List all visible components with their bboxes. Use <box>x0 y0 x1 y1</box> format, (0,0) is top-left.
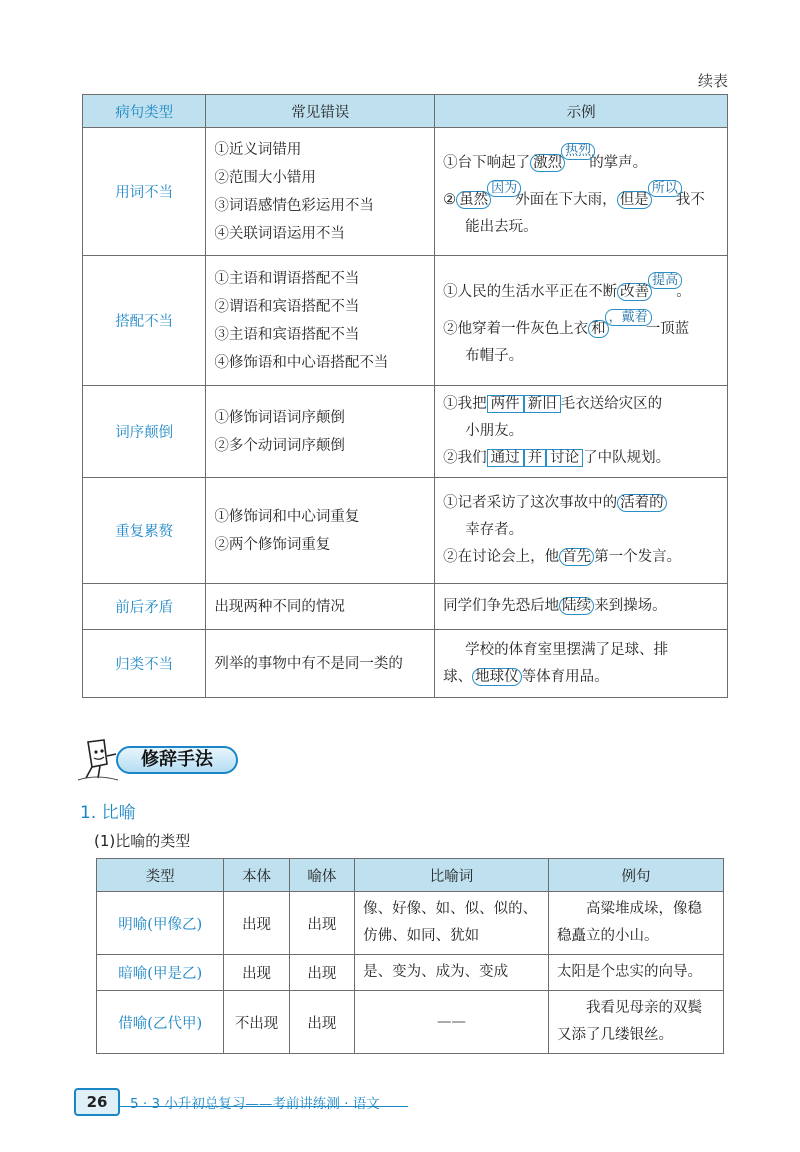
header-type: 类型 <box>97 859 224 892</box>
correction-word: 热烈 <box>561 143 595 160</box>
list-item: ④修饰语和中心语搭配不当 <box>214 354 389 371</box>
section-title: 修辞手法 <box>116 746 238 774</box>
example-text: 小朋友。 <box>465 423 524 439</box>
marked-word: 激烈 <box>530 154 565 172</box>
deleted-word: 陆续 <box>559 597 594 615</box>
example-text: 我不 <box>675 192 705 208</box>
vehicle-cell: 出现 <box>289 955 354 991</box>
boxed-word: 两件 <box>487 395 524 413</box>
tenor-cell: 出现 <box>224 892 289 955</box>
error-list <box>206 128 435 256</box>
simile-type: 明喻(甲像乙) <box>97 892 224 955</box>
header-vehicle: 喻体 <box>289 859 354 892</box>
table-row <box>83 630 728 698</box>
correction-word: 因为 <box>487 180 521 197</box>
list-item: ②谓语和宾语搭配不当 <box>214 298 360 315</box>
error-type: 前后矛盾 <box>83 584 206 630</box>
example-text: 球、 <box>443 668 473 685</box>
example-text: 了中队规划。 <box>583 450 671 466</box>
example-text: 的掌声。 <box>589 155 648 171</box>
example-cell <box>435 256 728 386</box>
example-text: 等体育用品。 <box>521 668 609 685</box>
example-text: 第一个发言。 <box>594 549 682 565</box>
header-tenor: 本体 <box>224 859 289 892</box>
marked-word: 和 <box>588 320 609 338</box>
continuation-label: 续表 <box>697 72 728 90</box>
table-row <box>83 478 728 584</box>
list-item: ④关联词语运用不当 <box>214 225 345 242</box>
example-text: 毛衣送给灾区的 <box>560 396 663 412</box>
error-type: 用词不当 <box>83 128 206 256</box>
vehicle-cell: 出现 <box>289 991 354 1054</box>
example-text: 。 <box>676 284 691 300</box>
example-text: 幸存者。 <box>465 522 524 538</box>
table-row <box>83 128 728 256</box>
example-text: ①我把 <box>443 396 487 412</box>
tenor-cell: 出现 <box>224 955 289 991</box>
list-item: ②两个修饰词重复 <box>214 536 331 553</box>
list-item: ③主语和宾语搭配不当 <box>214 326 360 343</box>
list-item: ①修饰词语词序颠倒 <box>214 409 345 426</box>
section-header <box>74 734 244 782</box>
error-description: 出现两种不同的情况 <box>206 584 435 630</box>
deleted-word: 首先 <box>559 548 594 566</box>
deleted-word: 地球仪 <box>472 668 522 686</box>
table-row <box>97 955 724 991</box>
correction-word: 所以 <box>648 180 682 197</box>
example-text: 来到操场。 <box>594 598 667 614</box>
deleted-word: 活着的 <box>617 494 667 512</box>
heading-simile: 1. 比喻 <box>80 803 136 823</box>
table-row <box>83 386 728 478</box>
example-text: ②在讨论会上，他 <box>443 549 560 565</box>
error-description: 列举的事物中有不是同一类的 <box>206 630 435 698</box>
error-type: 归类不当 <box>83 630 206 698</box>
tenor-cell: 不出现 <box>224 991 289 1054</box>
correction-word: ，戴着 <box>605 309 652 326</box>
boxed-word: 新旧 <box>524 395 561 413</box>
simile-words: —— <box>355 991 549 1054</box>
example-text: 一顶蓝 <box>645 321 690 337</box>
error-type: 重复累赘 <box>83 478 206 584</box>
error-type: 搭配不当 <box>83 256 206 386</box>
page-number: 26 <box>74 1088 120 1116</box>
simile-type-table <box>96 858 724 1054</box>
list-item: ①修饰词和中心词重复 <box>214 508 360 525</box>
marked-word: 但是 <box>617 191 652 209</box>
example-cell <box>435 478 728 584</box>
boxed-word: 讨论 <box>546 449 583 467</box>
example-text: 能出去玩。 <box>465 219 538 235</box>
example-text: ①台下响起了 <box>443 155 531 171</box>
header-words: 比喻词 <box>355 859 549 892</box>
book-title: 5 · 3 小升初总复习——考前讲练测 · 语文 <box>130 1096 380 1112</box>
example-text: 同学们争先恐后地 <box>443 598 560 614</box>
heading-simile-types: (1)比喻的类型 <box>94 832 191 850</box>
list-item: ②多个动词词序颠倒 <box>214 437 345 454</box>
header-example: 示例 <box>435 95 728 128</box>
table-header-row <box>83 95 728 128</box>
example-text: ①人民的生活水平正在不断 <box>443 284 618 300</box>
example-text: 外面在下大雨， <box>515 192 617 208</box>
table-row <box>97 892 724 955</box>
example-sentence: 太阳是个忠实的向导。 <box>548 955 723 991</box>
header-errors: 常见错误 <box>206 95 435 128</box>
simile-words: 是、变为、成为、变成 <box>355 955 549 991</box>
example-text: 布帽子。 <box>465 348 524 364</box>
marked-word: 改善 <box>617 283 652 301</box>
table-row <box>97 991 724 1054</box>
list-item: ①主语和谓语搭配不当 <box>214 270 360 287</box>
example-text: ①记者采访了这次事故中的 <box>443 495 618 511</box>
mascot-icon <box>74 734 120 782</box>
header-example: 例句 <box>548 859 723 892</box>
example-text: ②他穿着一件灰色上衣 <box>443 321 589 337</box>
error-list <box>206 478 435 584</box>
example-text: 学校的体育室里摆满了足球、排 <box>465 641 669 658</box>
example-sentence: 高粱堆成垛，像稳稳矗立的小山。 <box>548 892 723 955</box>
example-text: ② <box>443 192 457 208</box>
error-list <box>206 386 435 478</box>
table-row <box>83 256 728 386</box>
marked-word: 虽然 <box>456 191 491 209</box>
boxed-word: 并 <box>524 449 547 467</box>
error-type: 词序颠倒 <box>83 386 206 478</box>
example-cell <box>435 128 728 256</box>
sentence-error-table <box>82 94 728 698</box>
list-item: ②范围大小错用 <box>214 169 316 186</box>
table-header-row <box>97 859 724 892</box>
list-item: ①近义词错用 <box>214 141 302 158</box>
example-cell <box>435 584 728 630</box>
simile-type: 暗喻(甲是乙) <box>97 955 224 991</box>
example-text: ②我们 <box>443 450 487 466</box>
correction-word: 提高 <box>648 272 682 289</box>
example-sentence: 我看见母亲的双鬓又添了几缕银丝。 <box>548 991 723 1054</box>
example-cell <box>435 630 728 698</box>
error-list <box>206 256 435 386</box>
simile-words: 像、好像、如、似、似的、仿佛、如同、犹如 <box>355 892 549 955</box>
header-type: 病句类型 <box>83 95 206 128</box>
simile-type: 借喻(乙代甲) <box>97 991 224 1054</box>
list-item: ③词语感情色彩运用不当 <box>214 197 374 214</box>
example-cell <box>435 386 728 478</box>
vehicle-cell: 出现 <box>289 892 354 955</box>
boxed-word: 通过 <box>487 449 524 467</box>
table-row <box>83 584 728 630</box>
